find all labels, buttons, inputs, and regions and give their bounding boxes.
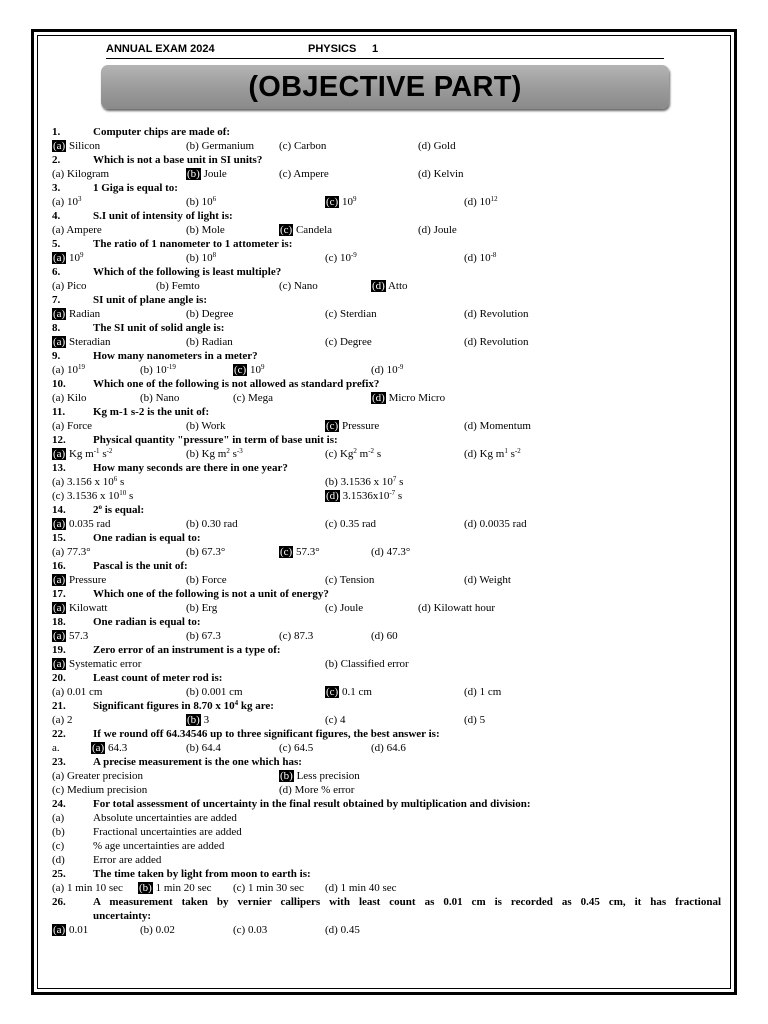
question-7 [52,293,722,307]
option-d: (d) Kelvin [418,168,464,180]
option-b: (b) Fractional uncertainties are added [52,826,242,838]
question-number: 15. [52,532,66,544]
question-18 [52,615,722,629]
option-a: (a) Kilo [52,392,87,404]
option-c: (c) 4 [325,714,346,726]
option-c: (c) Degree [325,336,372,348]
option-a: (a) 77.3° [52,546,91,558]
question-16 [52,559,722,573]
question-text: Which is not a base unit in SI units? [93,154,263,166]
question-number: 10. [52,378,66,390]
option-b: (b) 3 [187,714,210,726]
option-d: (d) 5 [464,714,486,726]
options-22 [52,741,722,755]
option-a: (a) Pico [52,280,87,292]
question-26-continued [52,909,722,923]
answer-marker: (a) [53,308,66,320]
option-b: (b) 0.02 [140,924,175,936]
option-a: (a) 1 min 10 sec [52,882,123,894]
option-c: (c) $10^9$ [326,195,357,208]
question-8 [52,321,722,335]
page-number: 1 [372,43,379,55]
question-number: 1. [52,126,61,138]
options-12 [52,447,722,461]
question-number: 26. [52,896,66,908]
answer-marker: (c) [280,546,293,558]
options-20 [52,685,722,699]
question-20 [52,671,722,685]
option-a: (a) Silicon [53,140,101,152]
answer-marker: (a) [53,252,66,264]
option-d: (d) 0.0035 rad [464,518,527,530]
answer-marker: (d) [372,280,385,292]
section-banner [101,65,669,109]
answer-marker: (a) [53,658,66,670]
option-d: (d) 1 cm [464,686,502,698]
option-a: (a) 3.156 x $10^6$ s [52,475,125,488]
question-number: 17. [52,588,66,600]
options-25 [52,881,722,895]
options-21 [52,713,722,727]
option-d: (d) More % error [279,784,355,796]
option-d: (d) 1 min 40 sec [325,882,397,894]
option-d: (d) Micro Micro [372,392,446,404]
option-a: (a) Ampere [52,224,102,236]
options-2 [52,167,722,181]
question-number: 4. [52,210,61,222]
answer-marker: (c) [326,420,339,432]
option-d: (d) $10^{12}$ [464,195,498,208]
question-text: A precise measurement is the one which has: [93,756,302,768]
question-text: uncertainty: [93,910,152,922]
options-8 [52,335,722,349]
option-c: (c) Ampere [279,168,329,180]
question-number: 18. [52,616,66,628]
options-5 [52,251,722,265]
option-c: (c) Sterdian [325,308,377,320]
answer-marker: (a) [53,574,66,586]
question-2 [52,153,722,167]
option-a: (a) Greater precision [52,770,144,782]
option-d: (d) Kilowatt hour [418,602,495,614]
option-c: (c) Joule [325,602,364,614]
options-17 [52,601,722,615]
question-number: 11. [52,406,66,418]
answer-marker: (a) [53,602,66,614]
question-17 [52,587,722,601]
options-19 [52,657,722,671]
option-a: (a) Radian [53,308,101,320]
option-b: (b) Kg $m^2$ $s^{-3}$ [186,447,243,460]
option-a: (a) Systematic error [53,658,142,670]
answer-marker: (a) [53,140,66,152]
question-text: The time taken by light from moon to earth is: [93,868,311,880]
option-a: (a) 64.3 [92,742,128,754]
question-text: Which of the following is least multiple? [93,266,282,278]
option-prefix: a. [52,742,60,754]
question-23 [52,755,722,769]
answer-marker: (b) [187,714,200,726]
answer-marker: (a) [92,742,105,754]
answer-marker: (b) [280,770,293,782]
options-23-row2 [52,783,722,797]
question-number: 5. [52,238,61,250]
options-26 [52,923,722,937]
option-d: (d) Revolution [464,308,529,320]
question-text: Pascal is the unit of: [93,560,188,572]
answer-marker: (a) [53,336,66,348]
option-b: (b) Femto [156,280,200,292]
option-b: (b) Less precision [280,770,360,782]
question-number: 21. [52,700,66,712]
answer-marker: (a) [53,924,66,936]
option-a: (a) Force [52,420,93,432]
option-b: (b) 1 min 20 sec [139,882,212,894]
question-5 [52,237,722,251]
question-text: If we round off 64.34546 up to three significant figures, the best answer is: [93,728,440,740]
question-number: 16. [52,560,66,572]
options-15 [52,545,722,559]
question-24 [52,797,722,811]
question-number: 20. [52,672,66,684]
option-d: (d) 64.6 [371,742,406,754]
answer-marker: (c) [234,364,247,376]
option-d: (d) Momentum [464,420,531,432]
question-text: Which one of the following is not allowed as standard prefix? [93,378,380,390]
question-text: Least count of meter rod is: [93,672,223,684]
option-d: (d) $3.1536x10^{-7}$ s [326,489,403,502]
options-14 [52,517,722,531]
option-b: (b) 64.4 [186,742,221,754]
question-number: 19. [52,644,66,656]
question-13 [52,461,722,475]
question-number: 8. [52,322,61,334]
option-b: (b) $10^6$ [186,195,217,208]
question-11 [52,405,722,419]
exam-title: ANNUAL EXAM 2024 [106,43,215,55]
question-4 [52,209,722,223]
question-number: 14. [52,504,66,516]
option-c: (c) 57.3° [280,546,320,558]
options-18 [52,629,722,643]
option-b: (b) 3.1536 x $10^7$ s [325,475,404,488]
question-text: How many seconds are there in one year? [93,462,288,474]
question-text: For total assessment of uncertainty in the final result obtained by multiplication and division: [93,798,531,810]
question-12 [52,433,722,447]
option-b: (b) Radian [186,336,233,348]
question-14 [52,503,722,517]
question-22 [52,727,722,741]
option-b: (b) Work [186,420,226,432]
option-b: (b) 0.001 cm [186,686,243,698]
option-b: (b) Classified error [325,658,409,670]
answer-marker: (d) [372,392,385,404]
question-number: 2. [52,154,61,166]
options-9 [52,363,722,377]
option-b: (b) Erg [186,602,218,614]
question-text: Significant figures in 8.70 x $10^4$ kg are: [93,699,274,712]
option-c: (c) 1 min 30 sec [233,882,304,894]
answer-marker: (a) [53,448,66,460]
option-b: (b) Force [186,574,227,586]
options-3 [52,195,722,209]
option-c: (c) Nano [279,280,318,292]
question-text: Physical quantity "pressure" in term of base unit is: [93,434,338,446]
option-c: (c) % age uncertainties are added [52,840,225,852]
option-a: (a) 2 [52,714,73,726]
question-25 [52,867,722,881]
subject-name: PHYSICS [308,43,357,55]
question-number: 22. [52,728,66,740]
section-title: (OBJECTIVE PART) [248,71,522,103]
question-number: 6. [52,266,61,278]
option-c: (c) $10^{-9}$ [325,251,357,264]
option-b: (b) $10^{-19}$ [140,363,176,376]
option-a: (a) Pressure [53,574,107,586]
question-26 [52,895,722,909]
options-11 [52,419,722,433]
answer-marker: (a) [53,518,66,530]
question-10 [52,377,722,391]
option-c: (c) Mega [233,392,274,404]
option-c: (c) 0.03 [233,924,268,936]
option-b: (b) 67.3 [186,630,221,642]
option-d: (d) Joule [418,224,457,236]
option-a: (a) 0.01 cm [52,686,103,698]
option-c: (c) Medium precision [52,784,148,796]
option-b: (b) $10^8$ [186,251,217,264]
option-a: (a) Absolute uncertainties are added [52,812,237,824]
question-9 [52,349,722,363]
question-number: 24. [52,798,66,810]
option-d: (d) Revolution [464,336,529,348]
option-a: (a) 0.01 [53,924,89,936]
option-d: (d) Weight [464,574,511,586]
question-text: Which one of the following is not a unit of energy? [93,588,329,600]
options-13-row1 [52,475,722,489]
option-c: (c) $10^9$ [234,363,265,376]
answer-marker: (c) [326,686,339,698]
option-b: (b) Nano [140,392,180,404]
option-d: (d) Atto [372,280,408,292]
question-text: A measurement taken by vernier callipers with least count as 0.01 cm is recorded as 0.45 cm, it has fractional [93,896,721,908]
question-number: 23. [52,756,66,768]
question-1 [52,125,722,139]
question-text: 2$^o$ is equal: [93,503,145,516]
option-a: (a) 57.3 [53,630,89,642]
option-b: (b) Joule [187,168,227,180]
question-21 [52,699,722,713]
answer-marker: (c) [280,224,293,236]
option-b: (b) Germanium [186,140,255,152]
options-10 [52,391,722,405]
option-d: (d) 47.3° [371,546,411,558]
question-text: The SI unit of solid angle is: [93,322,225,334]
option-c: (c) Kg$^2$ $m^{-2}$ s [325,447,382,460]
option-c: (c) 0.35 rad [325,518,377,530]
option-b: (b) Mole [186,224,225,236]
question-text: SI unit of plane angle is: [93,294,207,306]
option-d: (d) Error are added [52,854,162,866]
option-d: (d) 60 [371,630,398,642]
option-b: (b) 67.3° [186,546,226,558]
answer-marker: (b) [139,882,152,894]
question-number: 25. [52,868,66,880]
option-b: (b) 0.30 rad [186,518,238,530]
options-23-row1 [52,769,722,783]
option-a: (a) Kg $m^{-1}$ $s^{-2}$ [53,447,113,460]
answer-marker: (b) [187,168,200,180]
option-d: (d) Kg $m^1$ $s^{-2}$ [464,447,521,460]
option-a: (a) Kilowatt [53,602,108,614]
option-c: (c) Candela [280,224,333,236]
option-d: (d) $10^{-9}$ [371,363,404,376]
options-4 [52,223,722,237]
question-number: 12. [52,434,66,446]
option-c: (c) 87.3 [279,630,314,642]
question-number: 3. [52,182,61,194]
option-c: (c) 3.1536 x $10^{10}$ s [52,489,134,502]
question-text: One radian is equal to: [93,532,201,544]
options-16 [52,573,722,587]
option-d: (d) 0.45 [325,924,360,936]
page-header [106,43,664,59]
option-c: (c) Tension [325,574,375,586]
question-text: Kg m-1 s-2 is the unit of: [93,406,210,418]
option-a: (a) Kilogram [52,168,110,180]
option-a: (a) $10^9$ [53,251,84,264]
question-text: How many nanometers in a meter? [93,350,258,362]
option-d: (d) Gold [418,140,456,152]
option-c: (c) 0.1 cm [326,686,372,698]
question-number: 13. [52,462,66,474]
question-list [52,125,722,937]
question-number: 9. [52,350,61,362]
question-6 [52,265,722,279]
question-text: 1 Giga is equal to: [93,182,178,194]
question-15 [52,531,722,545]
question-text: Computer chips are made of: [93,126,231,138]
option-c: (c) 64.5 [279,742,314,754]
question-text: The ratio of 1 nanometer to 1 attometer is: [93,238,293,250]
option-a: (a) $10^3$ [52,195,82,208]
question-19 [52,643,722,657]
question-text: One radian is equal to: [93,616,201,628]
question-3 [52,181,722,195]
option-a: (a) 0.035 rad [53,518,111,530]
option-b: (b) Degree [186,308,234,320]
option-c: (c) Pressure [326,420,380,432]
question-text: S.I unit of intensity of light is: [93,210,233,222]
options-7 [52,307,722,321]
options-1 [52,139,722,153]
answer-marker: (d) [326,490,339,502]
options-6 [52,279,722,293]
option-a: (a) $10^{19}$ [52,363,85,376]
answer-marker: (c) [326,196,339,208]
question-number: 7. [52,294,61,306]
option-d: (d) $10^{-8}$ [464,251,497,264]
option-a: (a) Steradian [53,336,111,348]
options-13-row2 [52,489,722,503]
question-text: Zero error of an instrument is a type of: [93,644,281,656]
option-c: (c) Carbon [279,140,327,152]
answer-marker: (a) [53,630,66,642]
